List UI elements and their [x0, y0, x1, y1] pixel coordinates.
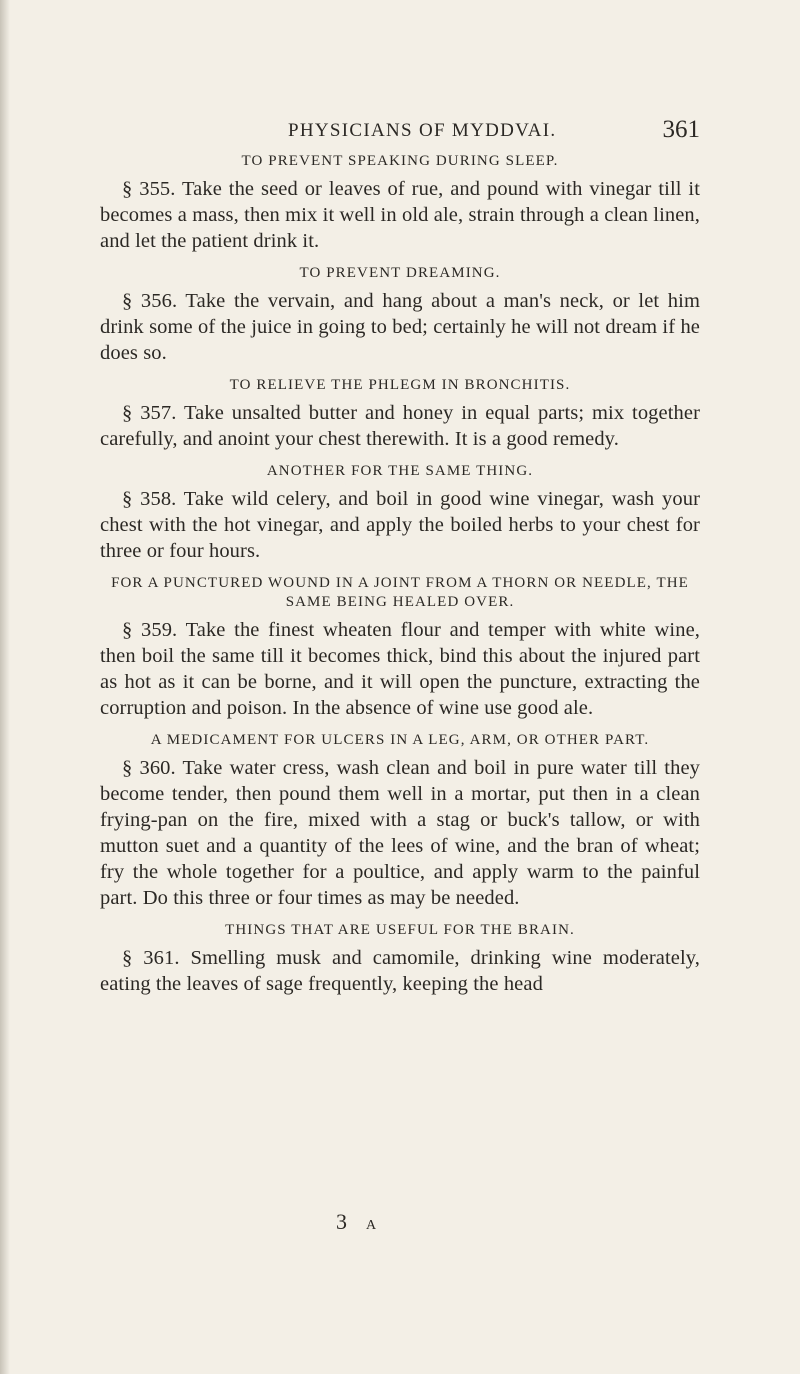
signature-mark	[336, 1209, 378, 1235]
recipe-section-356	[100, 264, 700, 366]
section-heading: TO RELIEVE THE PHLEGM IN BRONCHITIS.	[229, 377, 571, 393]
section-text: § 359. Take the finest wheaten flour and temper with white wine, then boil the same till it becomes thick, bind this about the injured part as hot as it can be borne, and it will open the puncture, extracting the corruption and poison. In the absence of wine use good ale.	[100, 619, 700, 719]
section-text: § 358. Take wild celery, and boil in good wine vinegar, wash your chest with the hot vinegar, and apply the boiled herbs to your chest for three or four hours.	[100, 488, 700, 562]
section-text: § 355. Take the seed or leaves of rue, and pound with vinegar till it becomes a mass, then mix it well in old ale, strain through a clean linen, and let the patient drink it.	[100, 178, 700, 252]
recipe-section-355	[100, 152, 700, 254]
section-text: § 356. Take the vervain, and hang about a man's neck, or let him drink some of the juice in going to bed; certainly he will not dream if he does so.	[100, 290, 700, 364]
section-text: § 361. Smelling musk and camomile, drinking wine moderately, eating the leaves of sage frequently, keeping the head	[100, 947, 700, 995]
section-heading: TO PREVENT DREAMING.	[299, 265, 501, 281]
signature-number: 3	[336, 1209, 349, 1234]
section-heading: FOR A PUNCTURED WOUND IN A JOINT FROM A THORN OR NEEDLE, THE SAME BEING HEALED OVER.	[111, 575, 689, 610]
page-edge-shadow	[0, 0, 10, 1374]
recipe-section-361	[100, 921, 700, 997]
recipe-section-359	[100, 574, 700, 721]
recipe-section-357	[100, 376, 700, 452]
page-header	[100, 116, 700, 146]
signature-letter: A	[366, 1218, 379, 1233]
section-heading: A MEDICAMENT FOR ULCERS IN A LEG, ARM, OR OTHER PART.	[150, 732, 650, 748]
page-number: 361	[662, 116, 700, 143]
book-page	[100, 116, 700, 1007]
section-text: § 357. Take unsalted butter and honey in equal parts; mix together carefully, and anoint your chest therewith. It is a good remedy.	[100, 402, 700, 450]
recipe-section-360	[100, 731, 700, 911]
section-heading: ANOTHER FOR THE SAME THING.	[266, 463, 534, 479]
recipe-section-358	[100, 462, 700, 564]
running-head: PHYSICIANS OF MYDDVAI.	[288, 120, 557, 141]
section-heading: THINGS THAT ARE USEFUL FOR THE BRAIN.	[225, 922, 575, 938]
section-heading: TO PREVENT SPEAKING DURING SLEEP.	[241, 153, 559, 169]
section-text: § 360. Take water cress, wash clean and boil in pure water till they become tender, then pound them well in a mortar, put then in a clean frying-pan on the fire, mixed with a stag or buck's tallow, or with mutton suet and a quantity of the lees of wine, and the bran of wheat; fry the whole together for a poultice, and apply warm to the painful part. Do this three or four times as may be needed.	[100, 757, 700, 909]
